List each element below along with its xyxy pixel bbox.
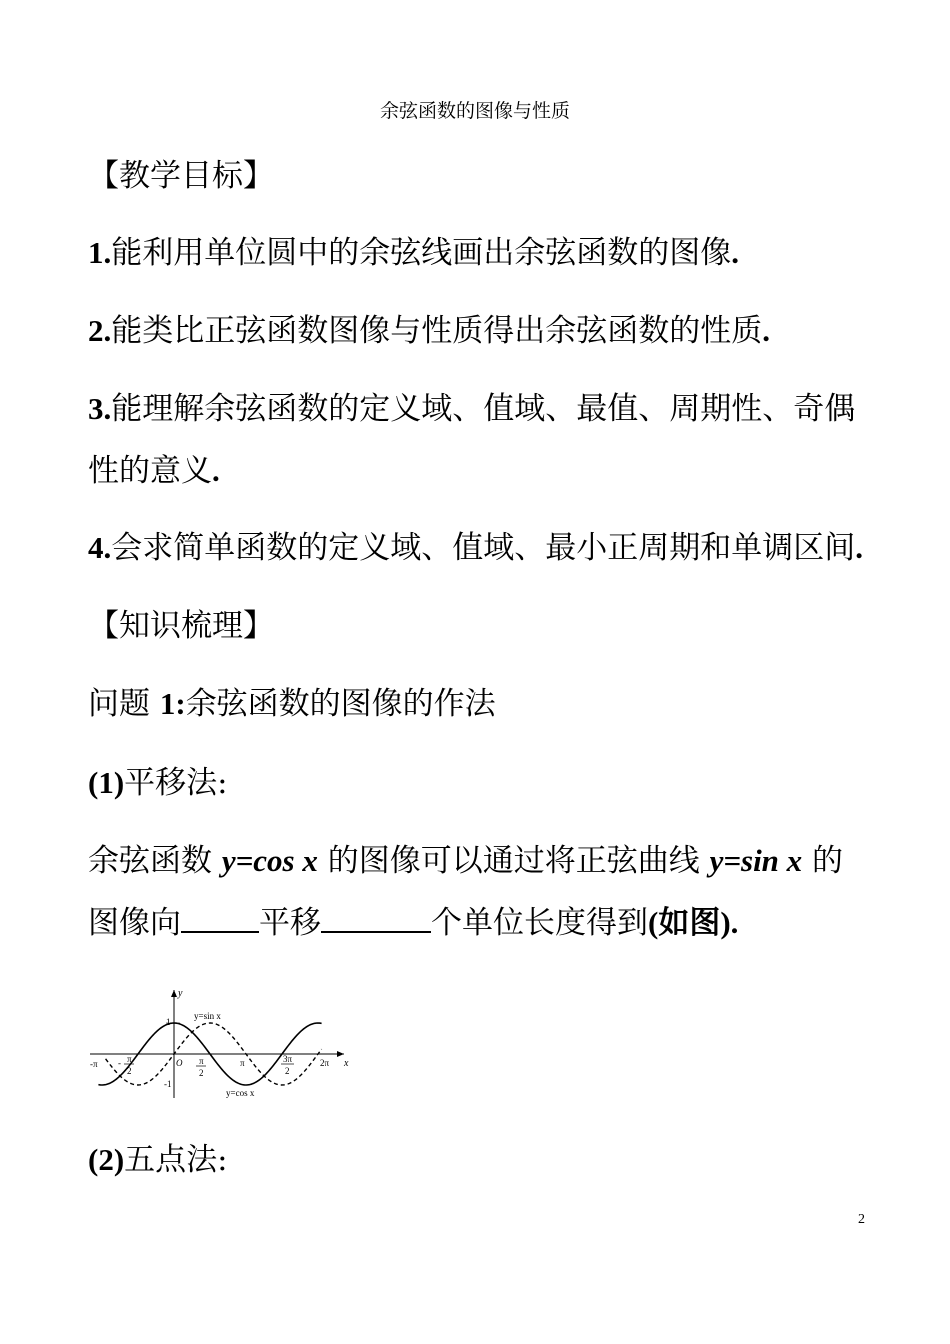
tick-label-neg-half-pi-num: π [127, 1054, 132, 1064]
method-1-heading [88, 757, 228, 802]
goal-item-3 [88, 383, 855, 428]
y-axis-label: y [178, 988, 183, 999]
method-label: (2) [88, 1142, 125, 1177]
goal-number: 3. [88, 391, 112, 426]
para-text: 余弦函数 [88, 843, 222, 879]
goal-number: 4. [88, 530, 112, 565]
x-axis-arrow [337, 1051, 344, 1057]
tick-label-neg-one: -1 [164, 1079, 172, 1089]
goal-text: 能类比正弦函数图像与性质得出余弦函数的性质 [111, 313, 763, 349]
goal-text: 能理解余弦函数的定义域、值域、最值、周期性、奇偶 [111, 391, 856, 427]
question-number: 1: [159, 686, 186, 721]
para-text: 图像向 [88, 905, 181, 941]
math-expression-cos: y=cos x [221, 843, 318, 878]
tick-label-one: 1 [166, 1017, 171, 1027]
svg-text:-: - [118, 1058, 121, 1068]
question-prefix: 问题 [88, 686, 160, 722]
goal-text-continued: 性的意义 [88, 453, 212, 489]
cosine-sine-graph-figure [86, 986, 358, 1102]
section-heading-knowledge [88, 600, 274, 645]
para-text-figure-ref: (如图). [648, 905, 739, 940]
tick-label-three-half-pi-den: 2 [285, 1066, 290, 1076]
tick-label-two-pi: 2π [320, 1058, 330, 1068]
fill-blank-direction[interactable] [181, 901, 259, 933]
origin-label: O [176, 1058, 183, 1068]
tick-label-pi: π [240, 1058, 245, 1068]
goal-item-3-continued [88, 445, 220, 490]
method-text: 平移法: [124, 765, 228, 801]
section-heading-goals-text: 【教学目标】 [88, 158, 274, 194]
goal-text: 会求简单函数的定义域、值域、最小正周期和单调区间 [111, 530, 856, 566]
tick-label-half-pi-num: π [199, 1056, 204, 1066]
tick-label-half-pi-den: 2 [199, 1068, 204, 1078]
para-text: 平移 [259, 905, 321, 941]
goal-end: . [762, 313, 770, 348]
goal-number: 2. [88, 313, 112, 348]
question-text: 余弦函数的图像的作法 [185, 686, 496, 722]
tick-label-three-half-pi-num: 3π [283, 1054, 293, 1064]
para-text: 个单位长度得到 [431, 905, 648, 941]
goal-end: . [855, 530, 863, 565]
para-text: 的图像可以通过将正弦曲线 [317, 843, 710, 879]
sin-curve-label: y=sin x [194, 1011, 221, 1021]
cos-curve-label: y=cos x [226, 1088, 255, 1098]
paragraph-line-2 [88, 897, 738, 942]
document-title: 余弦函数的图像与性质 [379, 100, 570, 122]
y-axis-arrow [171, 990, 177, 997]
goal-end: . [212, 453, 220, 488]
goal-text: 能利用单位圆中的余弦线画出余弦函数的图像 [111, 235, 732, 271]
goal-end: . [731, 235, 739, 270]
tick-label-neg-half-pi-den: 2 [127, 1066, 132, 1076]
page-number: 2 [858, 1212, 865, 1227]
math-expression-sin: y=sin x [709, 843, 803, 878]
tick-label-neg-pi: -π [90, 1059, 98, 1069]
section-heading-knowledge-text: 【知识梳理】 [88, 608, 274, 644]
goal-item-1 [88, 227, 739, 272]
method-2-heading [88, 1134, 228, 1179]
x-axis-label: x [344, 1058, 349, 1069]
goal-item-4 [88, 522, 863, 567]
method-label: (1) [88, 765, 125, 800]
question-1 [88, 678, 496, 723]
goal-number: 1. [88, 235, 112, 270]
goal-item-2 [88, 305, 770, 350]
method-text: 五点法: [124, 1142, 228, 1178]
paragraph-line-1 [88, 835, 843, 880]
para-text: 的 [802, 843, 844, 879]
section-heading-goals [88, 150, 274, 195]
fill-blank-units[interactable] [321, 901, 431, 933]
